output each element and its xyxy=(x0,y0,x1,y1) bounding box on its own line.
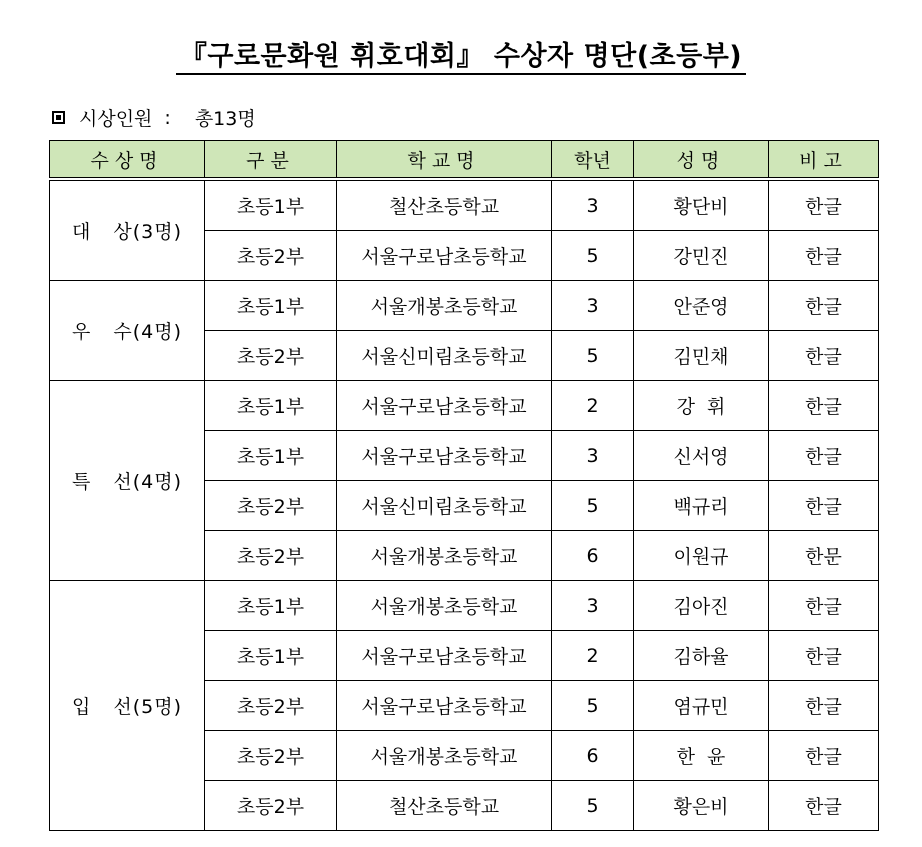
note-cell: 한글 xyxy=(769,431,879,481)
name-cell: 강 휘 xyxy=(634,381,769,431)
award-name-part-1: 특 xyxy=(72,471,92,493)
note-cell: 한글 xyxy=(769,681,879,731)
grade-cell: 6 xyxy=(552,731,634,781)
school-cell: 철산초등학교 xyxy=(337,781,552,831)
award-name-part-2: 선(5명) xyxy=(113,696,182,718)
note-cell: 한글 xyxy=(769,631,879,681)
grade-cell: 5 xyxy=(552,481,634,531)
award-cell xyxy=(50,581,205,831)
note-cell: 한글 xyxy=(769,781,879,831)
name-cell: 김하율 xyxy=(634,631,769,681)
award-count-summary xyxy=(52,104,256,131)
grade-cell: 3 xyxy=(552,431,634,481)
school-cell: 서울구로남초등학교 xyxy=(337,381,552,431)
name-cell: 이원규 xyxy=(634,531,769,581)
document-title xyxy=(0,34,922,73)
grade-cell: 5 xyxy=(552,231,634,281)
grade-cell: 3 xyxy=(552,179,634,231)
division-cell: 초등2부 xyxy=(205,781,337,831)
name-cell: 백규리 xyxy=(634,481,769,531)
winners-table xyxy=(49,140,879,831)
division-cell: 초등2부 xyxy=(205,531,337,581)
summary-value: 총13명 xyxy=(194,108,256,130)
award-name-part-1: 대 xyxy=(72,221,92,243)
school-cell: 서울신미림초등학교 xyxy=(337,331,552,381)
header-school: 학교명 xyxy=(337,141,552,180)
school-cell: 서울구로남초등학교 xyxy=(337,231,552,281)
name-cell: 신서영 xyxy=(634,431,769,481)
school-cell: 서울신미림초등학교 xyxy=(337,481,552,531)
award-name-part-2: 수(4명) xyxy=(113,321,182,343)
grade-cell: 5 xyxy=(552,331,634,381)
grade-cell: 5 xyxy=(552,681,634,731)
division-cell: 초등1부 xyxy=(205,631,337,681)
school-cell: 서울개봉초등학교 xyxy=(337,581,552,631)
school-cell: 서울개봉초등학교 xyxy=(337,531,552,581)
school-cell: 서울구로남초등학교 xyxy=(337,631,552,681)
name-cell: 황단비 xyxy=(634,179,769,231)
note-cell: 한글 xyxy=(769,331,879,381)
note-cell: 한글 xyxy=(769,581,879,631)
name-cell: 김민채 xyxy=(634,331,769,381)
note-cell: 한글 xyxy=(769,381,879,431)
division-cell: 초등1부 xyxy=(205,381,337,431)
division-cell: 초등2부 xyxy=(205,331,337,381)
header-award: 수상명 xyxy=(50,141,205,180)
note-cell: 한글 xyxy=(769,481,879,531)
document-title-text: 『구로문화원 휘호대회』 수상자 명단(초등부) xyxy=(176,41,746,75)
table-row xyxy=(50,581,879,631)
header-note: 비고 xyxy=(769,141,879,180)
name-cell: 한 윤 xyxy=(634,731,769,781)
summary-colon: : xyxy=(164,106,171,129)
square-bullet-icon xyxy=(52,111,65,124)
award-name-part-1: 입 xyxy=(72,696,92,718)
award-cell xyxy=(50,281,205,381)
division-cell: 초등2부 xyxy=(205,481,337,531)
note-cell: 한글 xyxy=(769,731,879,781)
note-cell: 한글 xyxy=(769,231,879,281)
award-cell xyxy=(50,179,205,281)
division-cell: 초등1부 xyxy=(205,179,337,231)
school-cell: 서울구로남초등학교 xyxy=(337,681,552,731)
division-cell: 초등1부 xyxy=(205,281,337,331)
division-cell: 초등2부 xyxy=(205,231,337,281)
award-name-part-2: 상(3명) xyxy=(113,221,182,243)
school-cell: 서울개봉초등학교 xyxy=(337,281,552,331)
school-cell: 서울구로남초등학교 xyxy=(337,431,552,481)
award-cell xyxy=(50,381,205,581)
table-header-row xyxy=(50,141,879,180)
division-cell: 초등1부 xyxy=(205,581,337,631)
note-cell: 한글 xyxy=(769,179,879,231)
grade-cell: 3 xyxy=(552,581,634,631)
note-cell: 한글 xyxy=(769,281,879,331)
header-grade: 학년 xyxy=(552,141,634,180)
name-cell: 안준영 xyxy=(634,281,769,331)
note-cell: 한문 xyxy=(769,531,879,581)
division-cell: 초등1부 xyxy=(205,431,337,481)
name-cell: 강민진 xyxy=(634,231,769,281)
summary-label: 시상인원 xyxy=(79,108,153,130)
grade-cell: 3 xyxy=(552,281,634,331)
grade-cell: 6 xyxy=(552,531,634,581)
grade-cell: 2 xyxy=(552,381,634,431)
grade-cell: 5 xyxy=(552,781,634,831)
name-cell: 염규민 xyxy=(634,681,769,731)
table-row xyxy=(50,179,879,231)
school-cell: 철산초등학교 xyxy=(337,179,552,231)
table-row xyxy=(50,381,879,431)
division-cell: 초등2부 xyxy=(205,681,337,731)
division-cell: 초등2부 xyxy=(205,731,337,781)
award-name-part-2: 선(4명) xyxy=(113,471,182,493)
school-cell: 서울개봉초등학교 xyxy=(337,731,552,781)
header-division: 구분 xyxy=(205,141,337,180)
name-cell: 김아진 xyxy=(634,581,769,631)
name-cell: 황은비 xyxy=(634,781,769,831)
award-name-part-1: 우 xyxy=(72,321,92,343)
grade-cell: 2 xyxy=(552,631,634,681)
table-row xyxy=(50,281,879,331)
header-name: 성명 xyxy=(634,141,769,180)
